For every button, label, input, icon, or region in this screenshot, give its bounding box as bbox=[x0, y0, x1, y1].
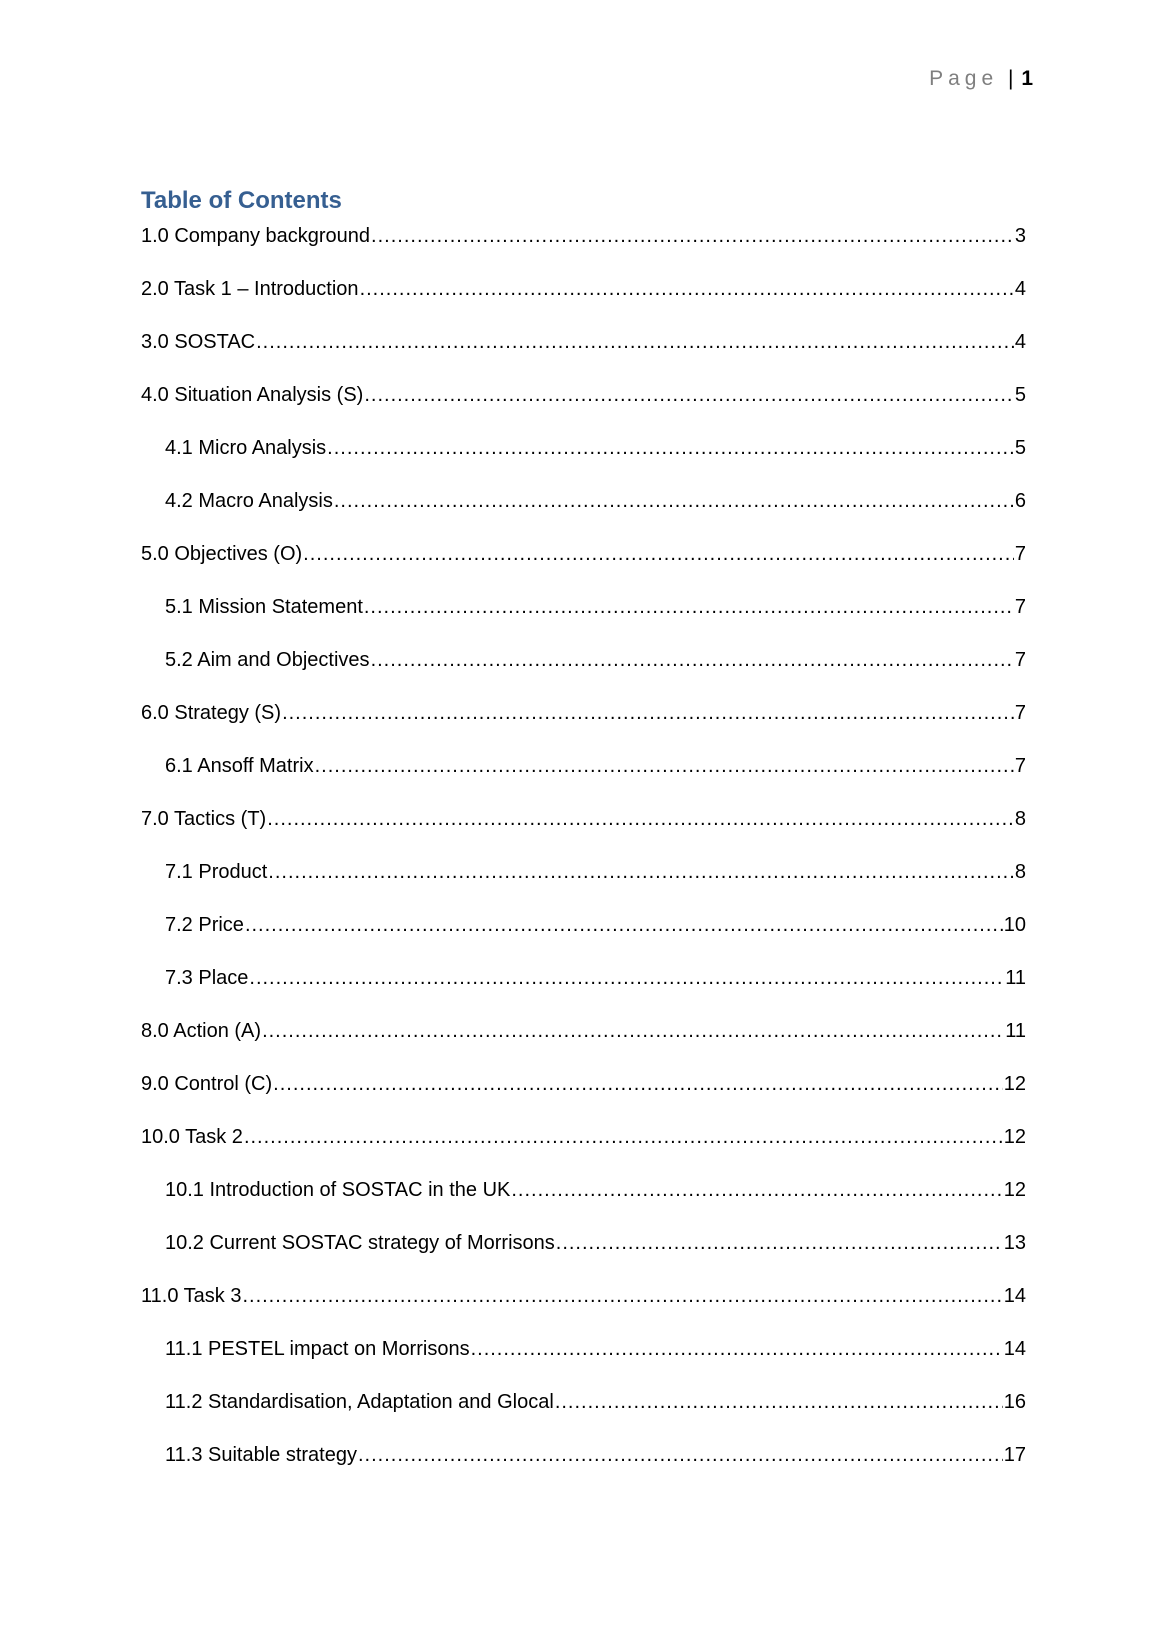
toc-entry[interactable] bbox=[141, 1281, 1026, 1334]
toc-list bbox=[141, 221, 1026, 1493]
toc-entry-page-number: 4 bbox=[1014, 331, 1026, 353]
toc-entry-page-number: 14 bbox=[1003, 1285, 1026, 1307]
toc-entry[interactable] bbox=[141, 1334, 1026, 1387]
toc-entry[interactable] bbox=[141, 1069, 1026, 1122]
toc-entry[interactable] bbox=[141, 1440, 1026, 1493]
toc-entry-label: 5.0 Objectives (O) bbox=[141, 543, 303, 565]
toc-entry-page-number: 17 bbox=[1003, 1444, 1026, 1466]
toc-dot-leader bbox=[267, 804, 1014, 834]
toc-dot-leader bbox=[364, 592, 1014, 622]
page-number: 1 bbox=[1021, 67, 1033, 90]
toc-entry-label: 7.3 Place bbox=[165, 967, 249, 989]
toc-entry-page-number: 7 bbox=[1014, 755, 1026, 777]
toc-entry[interactable] bbox=[141, 380, 1026, 433]
toc-dot-leader bbox=[256, 327, 1014, 357]
toc-entry-page-number: 7 bbox=[1014, 543, 1026, 565]
toc-entry[interactable] bbox=[141, 1175, 1026, 1228]
toc-dot-leader bbox=[556, 1228, 1003, 1258]
toc-entry[interactable] bbox=[141, 698, 1026, 751]
toc-entry-label: 10.2 Current SOSTAC strategy of Morrisons bbox=[165, 1232, 555, 1254]
toc-entry-page-number: 11 bbox=[1005, 1020, 1026, 1042]
toc-entry[interactable] bbox=[141, 221, 1026, 274]
page-header bbox=[929, 68, 1033, 89]
toc-entry-label: 11.0 Task 3 bbox=[141, 1285, 242, 1307]
toc-entry[interactable] bbox=[141, 539, 1026, 592]
toc-dot-leader bbox=[511, 1175, 1002, 1205]
toc-dot-leader bbox=[303, 539, 1014, 569]
toc-dot-leader bbox=[249, 963, 1004, 993]
toc-entry[interactable] bbox=[141, 857, 1026, 910]
toc-dot-leader bbox=[327, 433, 1014, 463]
toc-dot-leader bbox=[244, 1122, 1003, 1152]
toc-entry[interactable] bbox=[141, 751, 1026, 804]
toc-dot-leader bbox=[360, 274, 1014, 304]
toc-entry-label: 4.2 Macro Analysis bbox=[165, 490, 333, 512]
toc-dot-leader bbox=[268, 857, 1014, 887]
toc-entry-label: 2.0 Task 1 – Introduction bbox=[141, 278, 359, 300]
toc-entry-page-number: 14 bbox=[1003, 1338, 1026, 1360]
page-separator: | bbox=[1008, 67, 1014, 90]
toc-entry[interactable] bbox=[141, 327, 1026, 380]
toc-dot-leader bbox=[334, 486, 1014, 516]
toc-entry[interactable] bbox=[141, 1387, 1026, 1440]
toc-entry-page-number: 11 bbox=[1005, 967, 1026, 989]
page-label: Page bbox=[929, 67, 999, 90]
toc-entry[interactable] bbox=[141, 433, 1026, 486]
toc-entry-page-number: 12 bbox=[1003, 1126, 1026, 1148]
toc-entry-page-number: 12 bbox=[1003, 1179, 1026, 1201]
toc-entry-page-number: 7 bbox=[1014, 649, 1026, 671]
toc-dot-leader bbox=[282, 698, 1014, 728]
toc-entry-page-number: 5 bbox=[1014, 437, 1026, 459]
toc-entry-page-number: 7 bbox=[1014, 702, 1026, 724]
toc-entry-label: 11.3 Suitable strategy bbox=[165, 1444, 357, 1466]
toc-entry-page-number: 5 bbox=[1014, 384, 1026, 406]
toc-entry-label: 10.0 Task 2 bbox=[141, 1126, 243, 1148]
toc-entry-label: 11.2 Standardisation, Adaptation and Glocal bbox=[165, 1391, 554, 1413]
toc-dot-leader bbox=[364, 380, 1014, 410]
toc-dot-leader bbox=[555, 1387, 1003, 1417]
toc-dot-leader bbox=[245, 910, 1003, 940]
toc-dot-leader bbox=[371, 645, 1014, 675]
toc-dot-leader bbox=[273, 1069, 1003, 1099]
toc-entry-page-number: 12 bbox=[1003, 1073, 1026, 1095]
toc-entry[interactable] bbox=[141, 1228, 1026, 1281]
toc-dot-leader bbox=[371, 221, 1014, 251]
toc-entry[interactable] bbox=[141, 486, 1026, 539]
toc-entry-label: 10.1 Introduction of SOSTAC in the UK bbox=[165, 1179, 511, 1201]
toc-entry-label: 7.2 Price bbox=[165, 914, 244, 936]
toc-entry-label: 5.1 Mission Statement bbox=[165, 596, 363, 618]
toc-entry-page-number: 8 bbox=[1014, 808, 1026, 830]
toc-dot-leader bbox=[358, 1440, 1003, 1470]
toc-entry-label: 3.0 SOSTAC bbox=[141, 331, 256, 353]
toc-entry-label: 4.1 Micro Analysis bbox=[165, 437, 327, 459]
toc-entry-label: 4.0 Situation Analysis (S) bbox=[141, 384, 364, 406]
toc-entry-label: 1.0 Company background bbox=[141, 225, 371, 247]
toc-dot-leader bbox=[315, 751, 1014, 781]
toc-entry[interactable] bbox=[141, 1016, 1026, 1069]
table-of-contents bbox=[141, 186, 1026, 1493]
toc-entry-label: 11.1 PESTEL impact on Morrisons bbox=[165, 1338, 470, 1360]
toc-entry-page-number: 16 bbox=[1003, 1391, 1026, 1413]
toc-entry-label: 6.0 Strategy (S) bbox=[141, 702, 282, 724]
toc-entry[interactable] bbox=[141, 592, 1026, 645]
toc-entry[interactable] bbox=[141, 274, 1026, 327]
toc-entry-label: 7.1 Product bbox=[165, 861, 268, 883]
toc-entry-page-number: 8 bbox=[1014, 861, 1026, 883]
toc-entry-page-number: 6 bbox=[1014, 490, 1026, 512]
toc-entry-label: 6.1 Ansoff Matrix bbox=[165, 755, 314, 777]
toc-title: Table of Contents bbox=[141, 187, 342, 214]
toc-entry-label: 8.0 Action (A) bbox=[141, 1020, 262, 1042]
toc-entry[interactable] bbox=[141, 645, 1026, 698]
toc-entry-page-number: 7 bbox=[1014, 596, 1026, 618]
toc-entry[interactable] bbox=[141, 804, 1026, 857]
toc-entry-page-number: 3 bbox=[1014, 225, 1026, 247]
toc-entry[interactable] bbox=[141, 963, 1026, 1016]
toc-entry-label: 7.0 Tactics (T) bbox=[141, 808, 267, 830]
toc-entry-page-number: 4 bbox=[1014, 278, 1026, 300]
toc-entry-label: 9.0 Control (C) bbox=[141, 1073, 273, 1095]
toc-dot-leader bbox=[262, 1016, 1004, 1046]
toc-entry-page-number: 10 bbox=[1003, 914, 1026, 936]
toc-entry[interactable] bbox=[141, 1122, 1026, 1175]
toc-entry-label: 5.2 Aim and Objectives bbox=[165, 649, 370, 671]
toc-dot-leader bbox=[242, 1281, 1002, 1311]
toc-entry[interactable] bbox=[141, 910, 1026, 963]
toc-entry-page-number: 13 bbox=[1003, 1232, 1026, 1254]
toc-dot-leader bbox=[471, 1334, 1003, 1364]
